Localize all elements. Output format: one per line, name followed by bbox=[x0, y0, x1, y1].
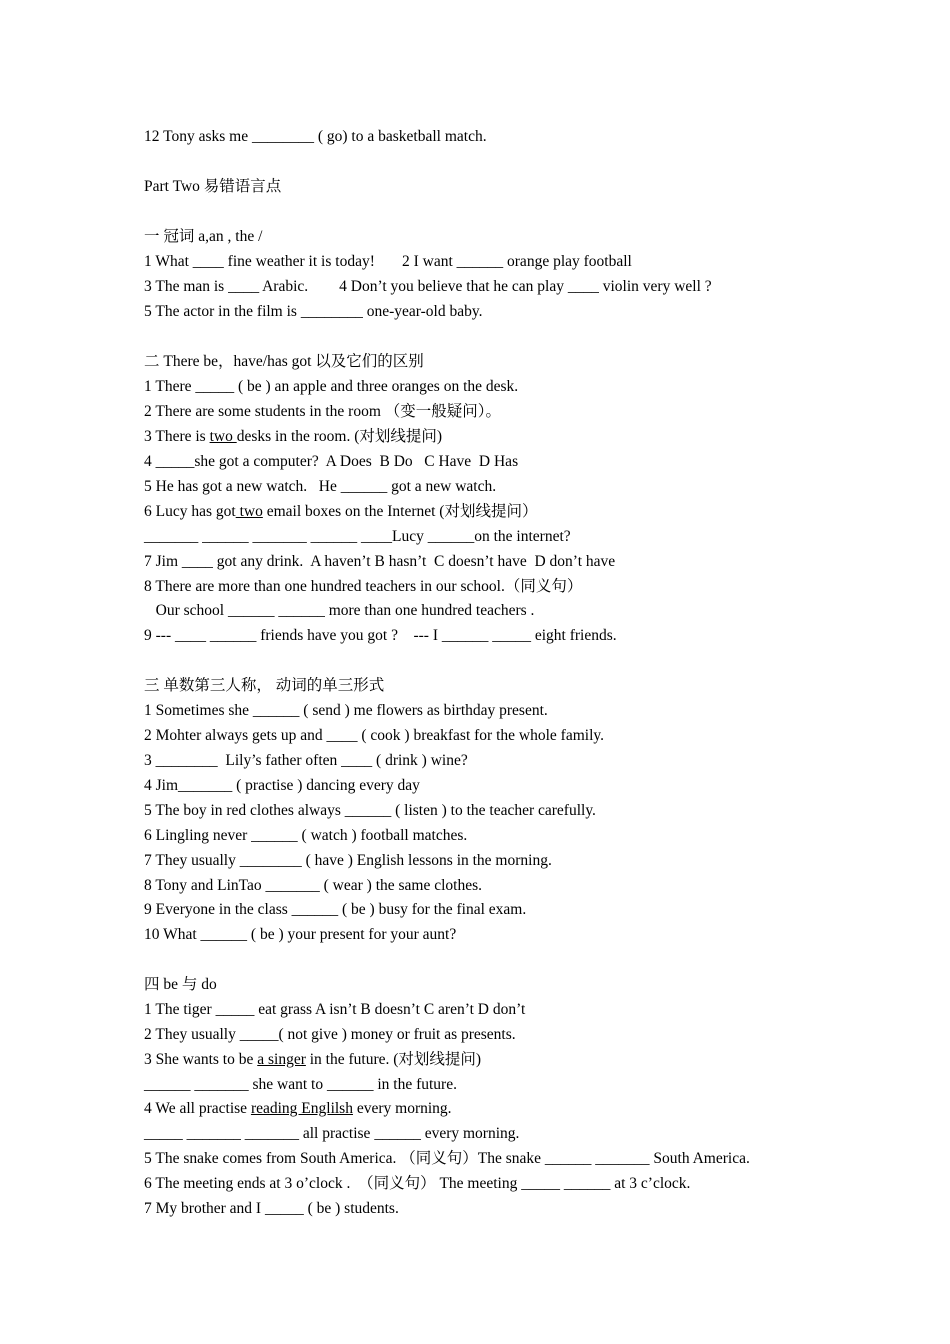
s3-question-2: 2 Mohter always gets up and ____ ( cook ) breakfast for the whole family. bbox=[144, 727, 604, 744]
s2-question-9: 9 --- ____ ______ friends have you got ? --- I ______ _____ eight friends. bbox=[144, 627, 617, 644]
part-two-heading: Part Two 易错语言点 bbox=[144, 178, 282, 195]
s2-question-2: 2 There are some students in the room （变一般疑问）。 bbox=[144, 403, 502, 420]
s3-question-3: 3 ________ Lily’s father often ____ ( drink ) wine? bbox=[144, 752, 468, 769]
s4-question-5: 5 The snake comes from South America. （同义句）The snake ______ _______ South America. bbox=[144, 1150, 750, 1167]
s3-question-7: 7 They usually ________ ( have ) English lessons in the morning. bbox=[144, 852, 552, 869]
s3-question-4: 4 Jim_______ ( practise ) dancing every day bbox=[144, 777, 420, 794]
s3-question-6: 6 Lingling never ______ ( watch ) football matches. bbox=[144, 827, 468, 844]
underlined-text: a singer bbox=[257, 1051, 306, 1068]
s4-question-3-answer: ______ _______ she want to ______ in the future. bbox=[144, 1076, 457, 1093]
section-3-heading: 三 单数第三人称， 动词的单三形式 bbox=[144, 677, 385, 694]
s3-question-10: 10 What ______ ( be ) your present for your aunt? bbox=[144, 926, 457, 943]
s2-question-8-answer: Our school ______ ______ more than one hundred teachers . bbox=[144, 602, 535, 619]
s2-question-1: 1 There _____ ( be ) an apple and three oranges on the desk. bbox=[144, 378, 519, 395]
question-12-line: 12 Tony asks me ________ ( go) to a basketball match. bbox=[144, 128, 487, 145]
s3-question-5: 5 The boy in red clothes always ______ ( listen ) to the teacher carefully. bbox=[144, 802, 596, 819]
s2-question-5: 5 He has got a new watch. He ______ got a new watch. bbox=[144, 478, 497, 495]
s1-question-1-2: 1 What ____ fine weather it is today! 2 I want ______ orange play football bbox=[144, 253, 632, 270]
s3-question-8: 8 Tony and LinTao _______ ( wear ) the same clothes. bbox=[144, 877, 483, 894]
s2-question-8: 8 There are more than one hundred teachers in our school.（同义句） bbox=[144, 578, 583, 595]
section-1-heading: 一 冠词 a,an , the / bbox=[144, 228, 263, 245]
underlined-text: two bbox=[235, 503, 263, 520]
s2-question-7: 7 Jim ____ got any drink. A haven’t B hasn’t C doesn’t have D don’t have bbox=[144, 553, 616, 570]
s4-question-7: 7 My brother and I _____ ( be ) students. bbox=[144, 1200, 399, 1217]
s4-question-6: 6 The meeting ends at 3 o’clock . （同义句） The meeting _____ ______ at 3 c’clock. bbox=[144, 1175, 691, 1192]
s4-question-1: 1 The tiger _____ eat grass A isn’t B doesn’t C aren’t D don’t bbox=[144, 1001, 526, 1018]
section-2-heading: 二 There be，have/has got 以及它们的区别 bbox=[144, 353, 424, 370]
s1-question-3-4: 3 The man is ____ Arabic. 4 Don’t you believe that he can play ____ violin very well ? bbox=[144, 278, 712, 295]
s3-question-9: 9 Everyone in the class ______ ( be ) busy for the final exam. bbox=[144, 901, 527, 918]
s3-question-1: 1 Sometimes she ______ ( send ) me flowers as birthday present. bbox=[144, 702, 548, 719]
s4-question-4: 4 We all practise reading Englilsh every morning. bbox=[144, 1100, 452, 1117]
s1-question-5: 5 The actor in the film is ________ one-year-old baby. bbox=[144, 303, 483, 320]
s4-question-2: 2 They usually _____( not give ) money or fruit as presents. bbox=[144, 1026, 516, 1043]
s2-question-3: 3 There is two desks in the room. (对划线提问) bbox=[144, 428, 443, 445]
s4-question-3: 3 She wants to be a singer in the future. (对划线提问) bbox=[144, 1051, 482, 1068]
s2-question-4: 4 _____she got a computer? A Does B Do C Have D Has bbox=[144, 453, 519, 470]
s2-question-6: 6 Lucy has got two email boxes on the Internet (对划线提问） bbox=[144, 503, 538, 520]
s2-question-6-answer: _______ ______ _______ ______ ____Lucy ______on the internet? bbox=[144, 528, 571, 545]
underlined-text: reading Englilsh bbox=[250, 1100, 353, 1117]
s4-question-4-answer: _____ _______ _______ all practise ______ every morning. bbox=[144, 1125, 520, 1142]
underlined-text: two bbox=[209, 428, 237, 445]
section-4-heading: 四 be 与 do bbox=[144, 976, 217, 993]
